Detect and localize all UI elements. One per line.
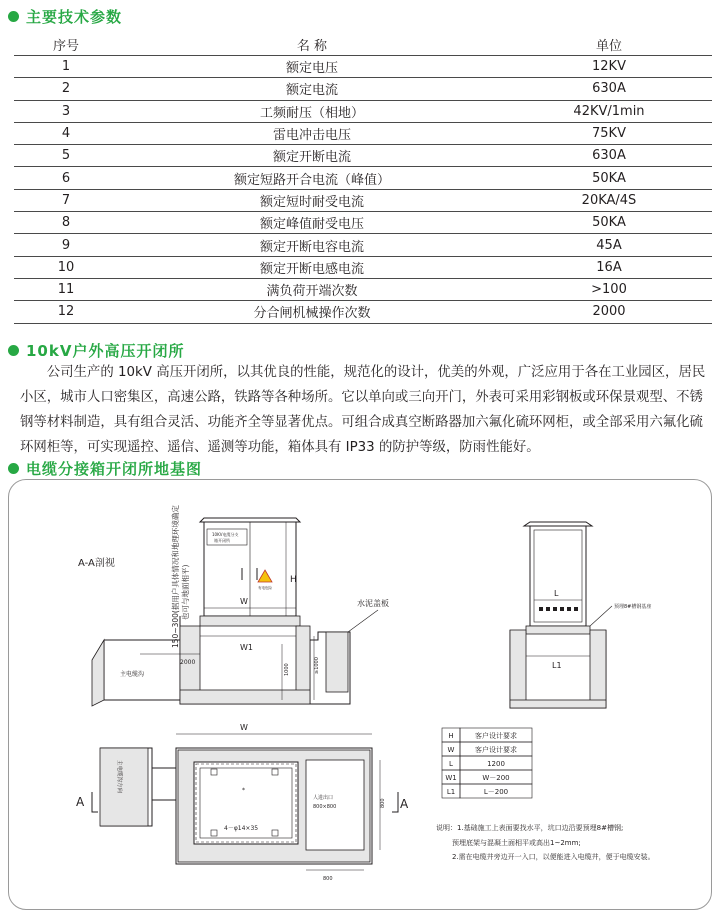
index-cell: 3 xyxy=(14,100,118,122)
side-view xyxy=(510,522,651,708)
index-cell: 6 xyxy=(14,167,118,189)
entry-label-1: 人进出口 xyxy=(313,795,334,801)
name-cell: 额定电流 xyxy=(118,78,506,100)
index-cell: 11 xyxy=(14,278,118,300)
vertical-note-1: 150~300(据用户具体情况和地理环境确定 xyxy=(171,505,180,648)
index-cell: 5 xyxy=(14,145,118,167)
dim-L1: L1 xyxy=(552,661,562,670)
legend-key: L xyxy=(449,760,453,768)
terminal-dot xyxy=(546,607,550,611)
unit-cell: 50KA xyxy=(506,212,712,234)
legend-value: W－200 xyxy=(482,774,510,782)
name-cell: 额定短时耐受电流 xyxy=(118,189,506,211)
dim-W: W xyxy=(240,597,248,606)
diagram-section-title: 电缆分接箱开闭所地基图 xyxy=(26,459,203,478)
dim-ge1000: ≥1000 xyxy=(314,657,320,674)
header-unit: 单位 xyxy=(506,33,712,56)
index-cell: 12 xyxy=(14,301,118,323)
section-a-right: A xyxy=(400,797,409,811)
legend-table xyxy=(442,728,532,798)
plan-dim-W: W xyxy=(240,723,248,732)
unit-cell: 12KV xyxy=(506,56,712,78)
dim-L: L xyxy=(554,589,559,598)
legend-value: 1200 xyxy=(487,760,505,768)
unit-cell: 16A xyxy=(506,256,712,278)
unit-cell: 50KA xyxy=(506,167,712,189)
unit-cell: 75KV xyxy=(506,122,712,144)
terminal-dots xyxy=(539,607,578,611)
legend-value: 客户设计要求 xyxy=(475,746,517,754)
name-cell: 雷电冲击电压 xyxy=(118,122,506,144)
cover-label: 水泥盖板 xyxy=(357,599,389,608)
name-cell: 分合闸机械操作次数 xyxy=(118,301,506,323)
header-index: 序号 xyxy=(14,33,118,56)
note-line-3: 2.需在电缆井旁边开一入口，以便能进入电缆井，便于电缆安装。 xyxy=(452,853,655,861)
header-name: 名 称 xyxy=(118,33,506,56)
dim-1000: 1000 xyxy=(284,663,290,676)
index-cell: 4 xyxy=(14,122,118,144)
terminal-dot xyxy=(539,607,543,611)
intro-paragraph: 公司生产的 10kV 高压开闭所，以其优良的性能，规范化的设计，优美的外观，广泛应用于各在工业园区，居民小区，城市人口密集区，高速公路，铁路等各种场所。它以单向或三向开门，外表可采用彩钢板或环保景观型、不锈钢等材料制造，具有组合灵活、功能齐全等显著优点。可组合成真空断路器加六氟化硫环网柜，或全部采用六氟化硫环网柜等，可实现遥控、遥信、遥测等功能，箱体具有 IP33 的防护等级，防雨性能好。 xyxy=(20,365,706,455)
name-cell: 工频耐压（相地） xyxy=(118,100,506,122)
dim-W1: W1 xyxy=(240,643,253,652)
name-cell: 额定峰值耐受电压 xyxy=(118,212,506,234)
section-label: A-A剖视 xyxy=(78,558,115,569)
section-a-left: A xyxy=(76,795,85,809)
unit-cell: 20KA/4S xyxy=(506,189,712,211)
unit-cell: 42KV/1min xyxy=(506,100,712,122)
name-cell: 额定开断电容电流 xyxy=(118,234,506,256)
index-cell: 8 xyxy=(14,212,118,234)
plan-view xyxy=(76,723,409,882)
unit-cell: 2000 xyxy=(506,301,712,323)
unit-cell: >100 xyxy=(506,278,712,300)
dim-H: H xyxy=(290,575,297,585)
name-cell: 额定电压 xyxy=(118,56,506,78)
dim-800-bottom: 800 xyxy=(323,876,333,882)
params-section-title: 主要技术参数 xyxy=(26,7,123,26)
cabinet-label-2: 箱开闭所 xyxy=(214,538,230,543)
index-cell: 1 xyxy=(14,56,118,78)
dim-800-side: 800 xyxy=(380,798,386,808)
unit-cell: 630A xyxy=(506,145,712,167)
legend-value: 客户设计要求 xyxy=(475,732,517,740)
legend-value: L－200 xyxy=(483,788,509,796)
legend-key: H xyxy=(448,732,454,740)
cabinet-label-1: 10KV电缆分支 xyxy=(212,532,239,537)
note-line-2: 预埋底架与混凝土面相平或高出1~2mm; xyxy=(452,839,581,847)
unit-cell: 45A xyxy=(506,234,712,256)
dim-star: * xyxy=(242,787,245,794)
name-cell: 满负荷开端次数 xyxy=(118,278,506,300)
index-cell: 10 xyxy=(14,256,118,278)
dim-2000: 2000 xyxy=(180,659,196,666)
terminal-dot xyxy=(560,607,564,611)
vertical-note-2: 也可与地面相平) xyxy=(181,564,190,620)
index-cell: 2 xyxy=(14,78,118,100)
main-trench-vertical: 主电缆沟方向 xyxy=(116,760,122,794)
entry-label-2: 800×800 xyxy=(313,804,337,810)
terminal-dot xyxy=(567,607,571,611)
legend-key: W1 xyxy=(445,774,457,782)
intro-section-title: 10kV户外高压开闭所 xyxy=(26,341,185,360)
warning-icon xyxy=(258,570,272,582)
legend-key: W xyxy=(447,746,455,754)
name-cell: 额定开断电流 xyxy=(118,145,506,167)
unit-cell: 630A xyxy=(506,78,712,100)
terminal-dot xyxy=(553,607,557,611)
channel-label: 预埋8#槽钢基座 xyxy=(614,604,652,610)
note-line-1: 说明：1.基础施工上表面要找水平，坑口边沿要预埋8#槽钢; xyxy=(436,824,624,832)
index-cell: 9 xyxy=(14,234,118,256)
name-cell: 额定开断电感电流 xyxy=(118,256,506,278)
main-trench-label: 主电缆沟 xyxy=(120,671,145,678)
name-cell: 额定短路开合电流（峰值） xyxy=(118,167,506,189)
warning-text: 有电危险 xyxy=(258,586,272,590)
terminal-dot xyxy=(574,607,578,611)
index-cell: 7 xyxy=(14,189,118,211)
hole-spec: 4－φ14×35 xyxy=(224,825,259,832)
cabinet-front-view xyxy=(200,518,300,626)
legend-key: L1 xyxy=(446,788,456,796)
